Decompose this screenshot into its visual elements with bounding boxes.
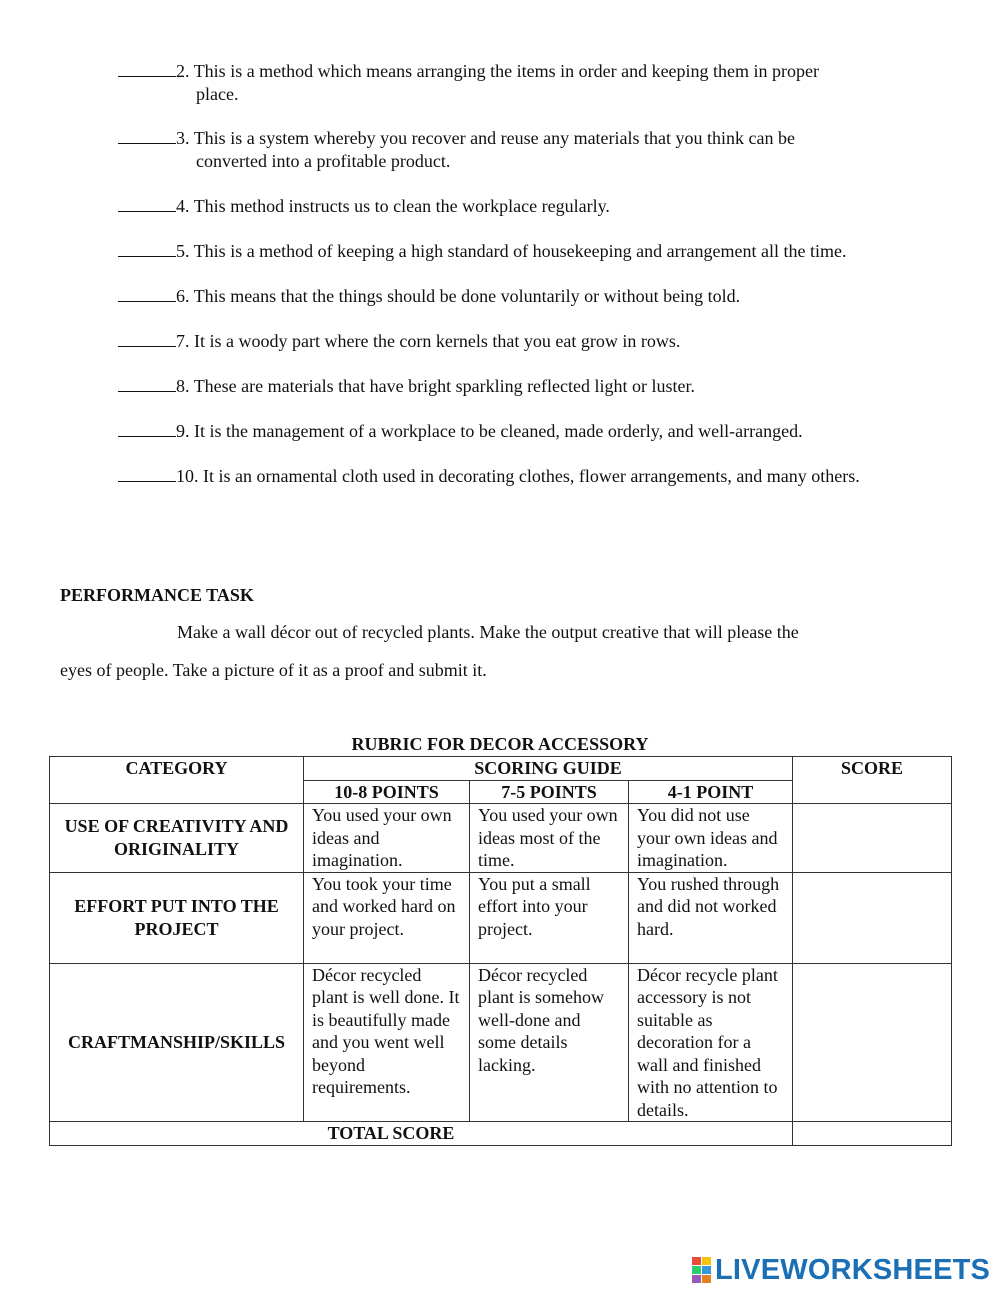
category-cell: EFFORT PUT INTO THE PROJECT <box>50 872 304 963</box>
header-score: SCORE <box>793 757 952 804</box>
header-level-7-5: 7-5 POINTS <box>470 780 629 804</box>
question-number: 9. <box>176 421 190 441</box>
answer-blank[interactable] <box>118 196 176 212</box>
logo-block <box>702 1266 711 1274</box>
question-text: This is a system whereby you recover and reuse any materials that you think can be <box>193 128 795 148</box>
criteria-cell: You used your own ideas most of the time. <box>470 804 629 873</box>
category-cell: USE OF CREATIVITY AND ORIGINALITY <box>50 804 304 873</box>
logo-mark-icon <box>692 1257 712 1283</box>
performance-task-heading: PERFORMANCE TASK <box>60 585 254 605</box>
category-cell: CRAFTMANSHIP/SKILLS <box>50 963 304 1122</box>
question-6 <box>118 285 938 308</box>
question-text: These are materials that have bright sparkling reflected light or luster. <box>193 376 696 396</box>
header-scoring-guide: SCORING GUIDE <box>304 757 793 781</box>
criteria-cell: You used your own ideas and imagination. <box>304 804 470 873</box>
criteria-cell: You took your time and worked hard on your project. <box>304 872 470 963</box>
criteria-cell: Décor recycle plant accessory is not suitable as decoration for a wall and finished with no attention to details. <box>629 963 793 1122</box>
question-8 <box>118 375 938 398</box>
question-text: This method instructs us to clean the workplace regularly. <box>193 196 610 216</box>
question-text: It is an ornamental cloth used in decorating clothes, flower arrangements, and many others. <box>203 466 860 486</box>
question-10 <box>118 465 938 488</box>
question-3 <box>118 127 938 172</box>
total-score-cell[interactable] <box>793 1122 952 1146</box>
header-level-4-1: 4-1 POINT <box>629 780 793 804</box>
rubric-total-row <box>50 1122 952 1146</box>
rubric-row-craftmanship <box>50 963 952 1122</box>
criteria-cell: You rushed through and did not worked hard. <box>629 872 793 963</box>
answer-blank[interactable] <box>118 286 176 302</box>
answer-blank[interactable] <box>118 376 176 392</box>
logo-block <box>692 1257 701 1265</box>
question-text: This is a method which means arranging the items in order and keeping them in proper <box>193 61 820 81</box>
criteria-cell: Décor recycled plant is somehow well-done and some details lacking. <box>470 963 629 1122</box>
logo-text: LIVEWORKSHEETS <box>715 1253 991 1286</box>
question-text-continued: converted into a profitable product. <box>196 150 451 171</box>
header-level-10-8: 10-8 POINTS <box>304 780 470 804</box>
rubric-table <box>49 756 952 1146</box>
criteria-cell: You did not use your own ideas and imagination. <box>629 804 793 873</box>
question-2 <box>118 60 938 105</box>
performance-task-instructions: Make a wall décor out of recycled plants. Make the output creative that will please the <box>177 622 799 642</box>
criteria-cell: You put a small effort into your project. <box>470 872 629 963</box>
logo-block <box>702 1257 711 1265</box>
question-number: 8. <box>176 376 190 396</box>
question-number: 3. <box>176 128 190 148</box>
score-cell[interactable] <box>793 963 952 1122</box>
rubric-row-creativity <box>50 804 952 873</box>
answer-blank[interactable] <box>118 241 176 257</box>
question-7 <box>118 330 938 353</box>
question-number: 2. <box>176 61 190 81</box>
rubric-row-effort <box>50 872 952 963</box>
question-text-continued: place. <box>196 83 239 104</box>
score-cell[interactable] <box>793 804 952 873</box>
logo-block <box>702 1275 711 1283</box>
answer-blank[interactable] <box>118 331 176 347</box>
criteria-cell: Décor recycled plant is well done. It is beautifully made and you went well beyond requirements. <box>304 963 470 1122</box>
question-text: This means that the things should be done voluntarily or without being told. <box>193 286 741 306</box>
question-text: This is a method of keeping a high standard of housekeeping and arrangement all the time. <box>193 241 847 261</box>
question-number: 6. <box>176 286 190 306</box>
question-number: 10. <box>176 466 199 486</box>
question-4 <box>118 195 938 218</box>
logo-block <box>692 1275 701 1283</box>
question-5 <box>118 240 938 263</box>
total-score-label: TOTAL SCORE <box>50 1122 793 1146</box>
question-number: 4. <box>176 196 190 216</box>
answer-blank[interactable] <box>118 466 176 482</box>
answer-blank[interactable] <box>118 128 176 144</box>
question-number: 5. <box>176 241 190 261</box>
answer-blank[interactable] <box>118 421 176 437</box>
liveworksheets-logo <box>692 1253 991 1286</box>
question-text: It is the management of a workplace to be cleaned, made orderly, and well-arranged. <box>194 421 803 441</box>
header-category: CATEGORY <box>50 757 304 804</box>
answer-blank[interactable] <box>118 61 176 77</box>
performance-task-instructions-continued: eyes of people. Take a picture of it as a proof and submit it. <box>60 660 487 680</box>
logo-block <box>692 1266 701 1274</box>
question-9 <box>118 420 938 443</box>
rubric-title: RUBRIC FOR DECOR ACCESSORY <box>351 734 649 754</box>
question-number: 7. <box>176 331 190 351</box>
question-text: It is a woody part where the corn kernels that you eat grow in rows. <box>194 331 681 351</box>
score-cell[interactable] <box>793 872 952 963</box>
